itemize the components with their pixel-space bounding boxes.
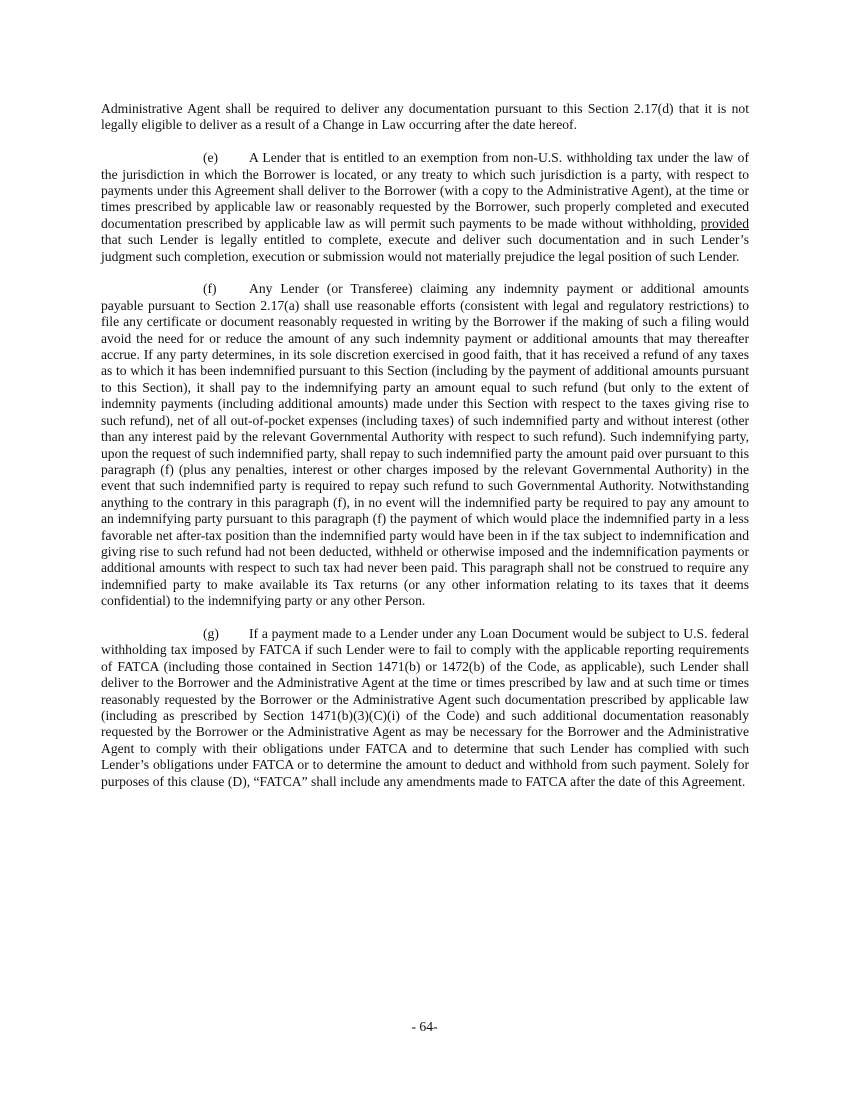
- paragraph-g: [101, 626, 749, 790]
- document-body: [101, 101, 749, 806]
- continuation-paragraph: [101, 101, 749, 134]
- paragraph-label-e: (e): [203, 150, 219, 166]
- page-number: - 64-: [411, 1019, 438, 1034]
- paragraph-e-text-after: that such Lender is legally entitled to complete, execute and deliver such documentation and in such Lender’s judgment such completion, execution or submission would not materially prejudice the legal position of such Lender.: [101, 232, 749, 264]
- provided-term: provided: [700, 215, 749, 231]
- paragraph-e: [101, 150, 749, 265]
- continuation-text: Administrative Agent shall be required to deliver any documentation pursuant to this Section 2.17(d) that it is not legally eligible to deliver as a result of a Change in Law occurring after the date hereof.: [101, 101, 749, 133]
- paragraph-f: [101, 281, 749, 609]
- paragraph-f-text: Any Lender (or Transferee) claiming any indemnity payment or additional amounts payable pursuant to Section 2.17(a) shall use reasonable efforts (consistent with legal and regulatory restrictions) to file any certificate or document reasonably requested in writing by the Borrower if the making of such a filing would avoid the need for or reduce the amount of any such indemnity payment or additional amounts that may thereafter accrue. If any party determines, in its sole discretion exercised in good faith, that it has received a refund of any taxes as to which it has been indemnified pursuant to this Section (including by the payment of additional amounts pursuant to this Section), it shall pay to the indemnifying party an amount equal to such refund (but only to the extent of indemnity payments (including additional amounts) made under this Section with respect to the taxes giving rise to such refund), net of all out-of-pocket expenses (including taxes) of such indemnified party and without interest (other than any interest paid by the relevant Governmental Authority with respect to such refund). Such indemnifying party, upon the request of such indemnified party, shall repay to such indemnified party the amount paid over pursuant to this paragraph (f) (plus any penalties, interest or other charges imposed by the relevant Governmental Authority) in the event that such indemnified party is required to repay such refund to such Governmental Authority. Notwithstanding anything to the contrary in this paragraph (f), in no event will the indemnified party be required to pay any amount to an indemnifying party pursuant to this paragraph (f) the payment of which would place the indemnified party in a less favorable net after-tax position than the indemnified party would have been in if the tax subject to indemnification and giving rise to such refund had not been deducted, withheld or otherwise imposed and the indemnification payments or additional amounts with respect to such tax had never been paid. This paragraph shall not be construed to require any indemnified party to make available its Tax returns (or any other information relating to its taxes that it deems confidential) to the indemnifying party or any other Person.: [101, 281, 749, 609]
- paragraph-e-text-before: A Lender that is entitled to an exemption from non-U.S. withholding tax under the law of the jurisdiction in which the Borrower is located, or any treaty to which such jurisdiction is a party, with respect to payments under this Agreement shall deliver to the Borrower (with a copy to the Administrative Agent), at the time or times prescribed by applicable law or reasonably requested by the Borrower, such properly completed and executed documentation prescribed by applicable law as will permit such payments to be made without withholding,: [101, 150, 749, 231]
- paragraph-label-g: (g): [203, 625, 219, 641]
- paragraph-g-text: If a payment made to a Lender under any Loan Document would be subject to U.S. federal withholding tax imposed by FATCA if such Lender were to fail to comply with the applicable reporting requirements of FATCA (including those contained in Section 1471(b) or 1472(b) of the Code, as applicable), such Lender shall deliver to the Borrower and the Administrative Agent at the time or times prescribed by law and at such time or times reasonably requested by the Borrower or the Administrative Agent such documentation prescribed by applicable law (including as prescribed by Section 1471(b)(3)(C)(i) of the Code) and such additional documentation reasonably requested by the Borrower or the Administrative Agent as may be necessary for the Borrower and the Administrative Agent to comply with their obligations under FATCA and to determine that such Lender has complied with such Lender’s obligations under FATCA or to determine the amount to deduct and withhold from such payment. Solely for purposes of this clause (D), “FATCA” shall include any amendments made to FATCA after the date of this Agreement.: [101, 625, 749, 789]
- paragraph-label-f: (f): [203, 281, 217, 297]
